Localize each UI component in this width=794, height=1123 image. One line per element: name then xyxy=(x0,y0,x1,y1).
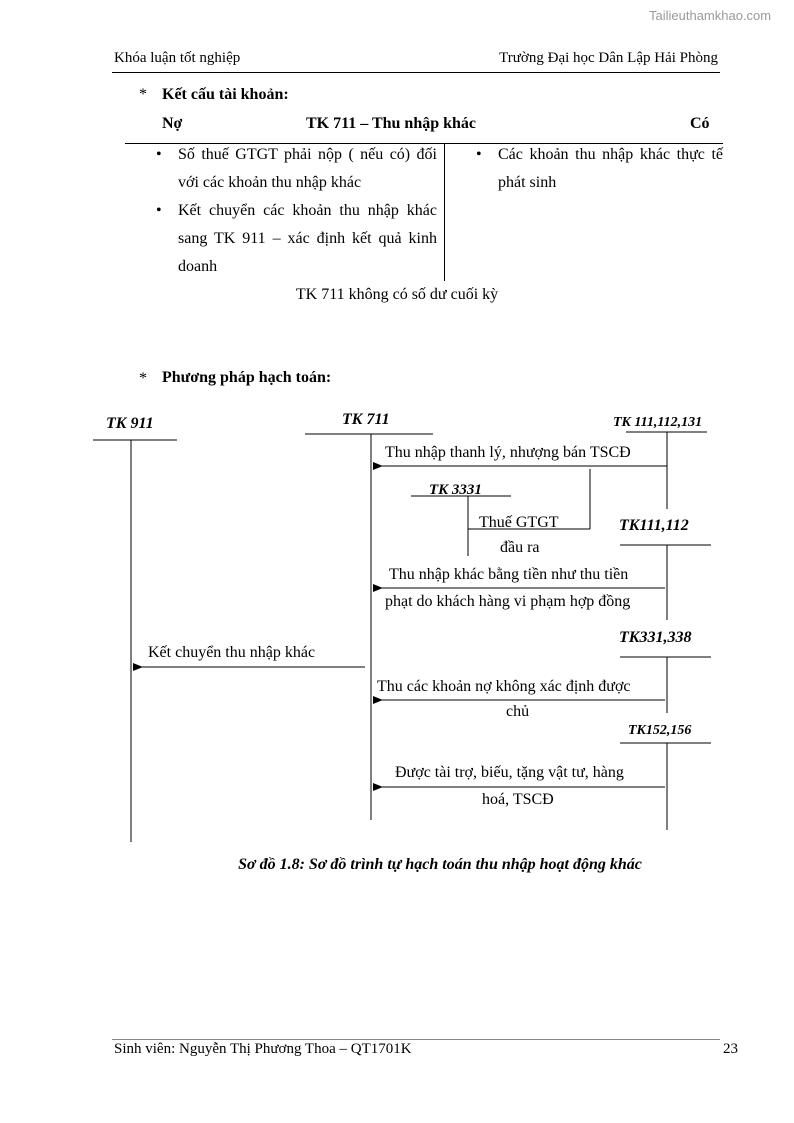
flow-label: chủ xyxy=(506,703,530,720)
account-tk3331: TK 3331 xyxy=(429,482,482,498)
flow-label: đầu ra xyxy=(500,539,540,556)
debit-label: Nợ xyxy=(162,115,183,132)
debit-item: • Số thuế GTGT phải nộp ( nếu có) đối với các khoản thu nhập khác xyxy=(152,141,437,197)
closing-balance-note: TK 711 không có số dư cuối kỳ xyxy=(295,286,499,303)
credit-label: Có xyxy=(690,115,710,132)
section-title-method: Phương pháp hạch toán: xyxy=(162,369,332,386)
footer-divider xyxy=(112,1039,720,1040)
credit-item: • Các khoản thu nhập khác thực tế phát sinh xyxy=(472,141,723,197)
flow-label: Thu các khoản nợ không xác định được xyxy=(377,678,631,695)
account-tk152-156: TK152,156 xyxy=(628,723,692,738)
flow-label: Thu nhập khác bằng tiền như thu tiền xyxy=(389,566,629,583)
section-bullet: * xyxy=(139,370,147,387)
header-right: Trường Đại học Dân Lập Hải Phòng xyxy=(499,50,718,66)
watermark: Tailieuthamkhao.com xyxy=(649,8,772,23)
account-tk111-112: TK111,112 xyxy=(619,517,689,534)
flow-label: phạt do khách hàng vi phạm hợp đồng xyxy=(385,593,631,610)
account-tk331-338: TK331,338 xyxy=(619,629,692,646)
page-number: 23 xyxy=(723,1041,738,1057)
flow-label: Thuế GTGT xyxy=(479,514,559,531)
diagram-caption: Sơ đồ 1.8: Sơ đồ trình tự hạch toán thu nhập hoạt động khác xyxy=(238,856,642,873)
flow-label: Kết chuyển thu nhập khác xyxy=(148,644,316,661)
section-title-structure: Kết cấu tài khoản: xyxy=(162,86,289,103)
debit-item: • Kết chuyển các khoản thu nhập khác sang TK 911 – xác định kết quả kinh doanh xyxy=(152,197,437,281)
account-tk711: TK 711 xyxy=(342,411,390,428)
flow-label: Thu nhập thanh lý, nhượng bán TSCĐ xyxy=(385,444,631,461)
footer-left: Sinh viên: Nguyễn Thị Phương Thoa – QT1701K xyxy=(114,1041,412,1057)
account-tk111-112-131: TK 111,112,131 xyxy=(613,415,703,430)
section-bullet: * xyxy=(139,86,147,103)
flow-label: hoá, TSCĐ xyxy=(482,791,554,808)
flow-label: Được tài trợ, biếu, tặng vật tư, hàng xyxy=(395,764,624,781)
account-title: TK 711 – Thu nhập khác xyxy=(306,115,477,132)
header-left: Khóa luận tốt nghiệp xyxy=(114,50,241,66)
account-tk911: TK 911 xyxy=(106,415,154,432)
